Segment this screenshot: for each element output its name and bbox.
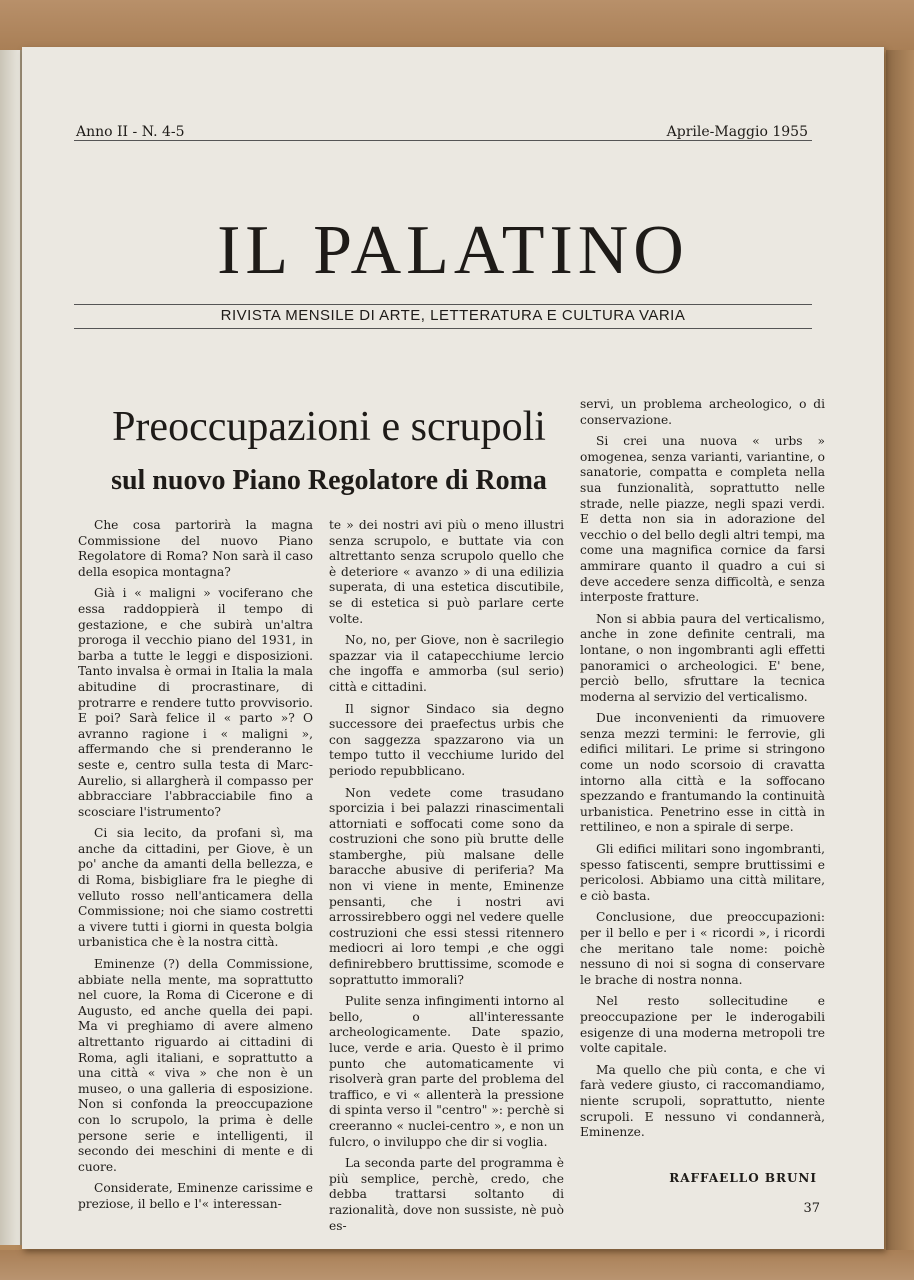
- paragraph: Non si abbia paura del verticalismo, anche in zone definite centrali, ma lontane, o non ingombranti agli effetti panoramici o archeologici. E' bene, perciò bello, sfruttare la tecnica moderna al servizio del verticalismo.: [580, 611, 825, 704]
- paragraph: Considerate, Eminenze carissime e preziose, il bello e l'« interessan-: [78, 1181, 313, 1211]
- article-subheadline: sul nuovo Piano Regolatore di Roma: [111, 465, 547, 496]
- page-number: 37: [803, 1201, 820, 1216]
- paragraph: Che cosa partorirà la magna Commissione del nuovo Piano Regolatore di Roma? Non sarà il caso della esopica montagna?: [78, 518, 313, 579]
- wood-surface-right: [886, 50, 914, 1250]
- subtitle-rule-top: [74, 304, 812, 305]
- article-headline: Preoccupazioni e scrupoli: [112, 404, 546, 450]
- magazine-page: [22, 47, 884, 1249]
- paragraph: servi, un problema archeologico, o di conservazione.: [580, 397, 825, 427]
- article-column-1: [78, 518, 313, 1219]
- article-column-3: [580, 397, 825, 1147]
- paragraph: Conclusione, due preoccupazioni: per il bello e per i « ricordi », i ricordi che meritano tale nome: poichè nessuno di noi si sogna di conservare le brache di nostra nonna.: [580, 910, 825, 987]
- paragraph: La seconda parte del programma è più semplice, perchè, credo, che debba trattarsi soltanto di razionalità, dove non sussiste, nè può es-: [329, 1156, 564, 1233]
- masthead-title: IL PALATINO: [217, 212, 689, 289]
- paragraph: Ma quello che più conta, e che vi farà vedere giusto, ci raccomandiamo, niente scrupoli, soprattutto, niente scrupoli. E nessuno vi condannerà, Eminenze.: [580, 1062, 825, 1140]
- subtitle-rule-bottom: [74, 328, 812, 329]
- article-column-2: [329, 518, 564, 1240]
- masthead-subtitle: RIVISTA MENSILE DI ARTE, LETTERATURA E CULTURA VARIA: [220, 307, 686, 324]
- wood-surface-bottom: [0, 1250, 914, 1280]
- paragraph: Il signor Sindaco sia degno successore dei praefectus urbis che con saggezza spazzarono via un tempo tutto il vecchiume lurido del periodo repubblicano.: [329, 701, 564, 778]
- paragraph: No, no, per Giove, non è sacrilegio spazzar via il catapecchiume lercio che ingoffa e ammorba (sul serio) città e cittadini.: [329, 633, 564, 694]
- issue-number: Anno II - N. 4-5: [76, 124, 185, 140]
- paragraph: Non vedete come trasudano sporcizia i bei palazzi rinascimentali attorniati e soffocati come sono da costruzioni che sono più brutte delle stamberghe, più malsane delle baracche abusive di periferia? Ma non vi viene in mente, Eminenze pensanti, che i nostri avi arrossirebbero oggi nel vedere quelle costruzioni che essi stessi ritennero mediocri ai loro tempi ,e che oggi definirebbero bruttissime, scomode e soprattutto immorali?: [329, 785, 564, 987]
- issue-date: Aprile-Maggio 1955: [666, 124, 808, 140]
- wood-surface-top: [0, 0, 914, 50]
- header-rule: [74, 140, 812, 141]
- article-author: RAFFAELLO BRUNI: [669, 1171, 817, 1185]
- paragraph: Nel resto sollecitudine e preoccupazione per le inderogabili esigenze di una moderna metropoli tre volte capitale.: [580, 994, 825, 1056]
- previous-page-edge: [0, 50, 22, 1245]
- paragraph: Eminenze (?) della Commissione, abbiate nella mente, ma soprattutto nel cuore, la Roma di Cicerone e di Augusto, ed anche quella dei papi. Ma vi preghiamo di avere almeno altrettanto riguardo ai cittadini di Roma, agli italiani, e soprattutto a una città « viva » che non è un museo, o una galleria di esposizione. Non si confonda la preoccupazione con lo scrupolo, la prima è delle persone serie e intelligenti, il secondo dei meschini di mente e di cuore.: [78, 957, 313, 1174]
- paragraph: Pulite senza infingimenti intorno al bello, o all'interessante archeologicamente. Date spazio, luce, verde e aria. Questo è il primo punto che automaticamente vi risolverà gran parte del problema del traffico, e vi « allenterà la pressione di spinta verso il "centro" »: perchè si creeranno « nuclei-centro », e non un fulcro, o inviluppo che dir si voglia.: [329, 994, 564, 1149]
- paragraph: te » dei nostri avi più o meno illustri senza scrupolo, e buttate via con altrettanto senza scrupolo quello che è deteriore « avanzo » di una edilizia superata, di una estetica discutibile, se di estetica si può parlare certe volte.: [329, 518, 564, 626]
- paragraph: Gli edifici militari sono ingombranti, spesso fatiscenti, sempre bruttissimi e pericolosi. Abbiamo una città militare, e ciò basta.: [580, 842, 825, 903]
- paragraph: Si crei una nuova « urbs » omogenea, senza varianti, variantine, o sanatorie, compatta e completa nella sua funzionalità, soprattutto nelle strade, nelle piazze, negli spazi verdi. E detta non sia in adorazione del vecchio o del bello degli altri tempi, ma come una magnifica cornice da farsi ammirare quanto il quadro a cui si deve accedere senza difficoltà, e senza interposte fratture.: [580, 434, 825, 605]
- paragraph: Ci sia lecito, da profani sì, ma anche da cittadini, per Giove, è un po' anche da amanti della bellezza, e di Roma, bisbigliare fra le pieghe di velluto rosso nell'anticamera della Commissione; noi che siamo costretti a vivere tutti i giorni in questa bolgia urbanistica che è la nostra città.: [78, 826, 313, 950]
- paragraph: Due inconvenienti da rimuovere senza mezzi termini: le ferrovie, gli edifici militari. Le prime si stringono come un nodo scorsoio di cravatta intorno alla città e la soffocano spezzando e frantumando la continuità urbanistica. Penetrino esse in città in rettilineo, e non a spirale di serpe.: [580, 711, 825, 835]
- paragraph: Già i « maligni » vociferano che essa raddoppierà il tempo di gestazione, e che subirà un'altra proroga il vecchio piano del 1931, in barba a tutte le leggi e disposizioni. Tanto invalsa è ormai in Italia la mala abitudine di procrastinare, di protrarre e rendere tutto provvisorio. E poi? Sarà felice il « parto »? O avranno ragione i « maligni », affermando che si prenderanno le seste e, centro sulla testa di Marc-Aurelio, si allargherà il compasso per abbracciare l'abbracciabile fino a scosciare l'istrumento?: [78, 586, 313, 819]
